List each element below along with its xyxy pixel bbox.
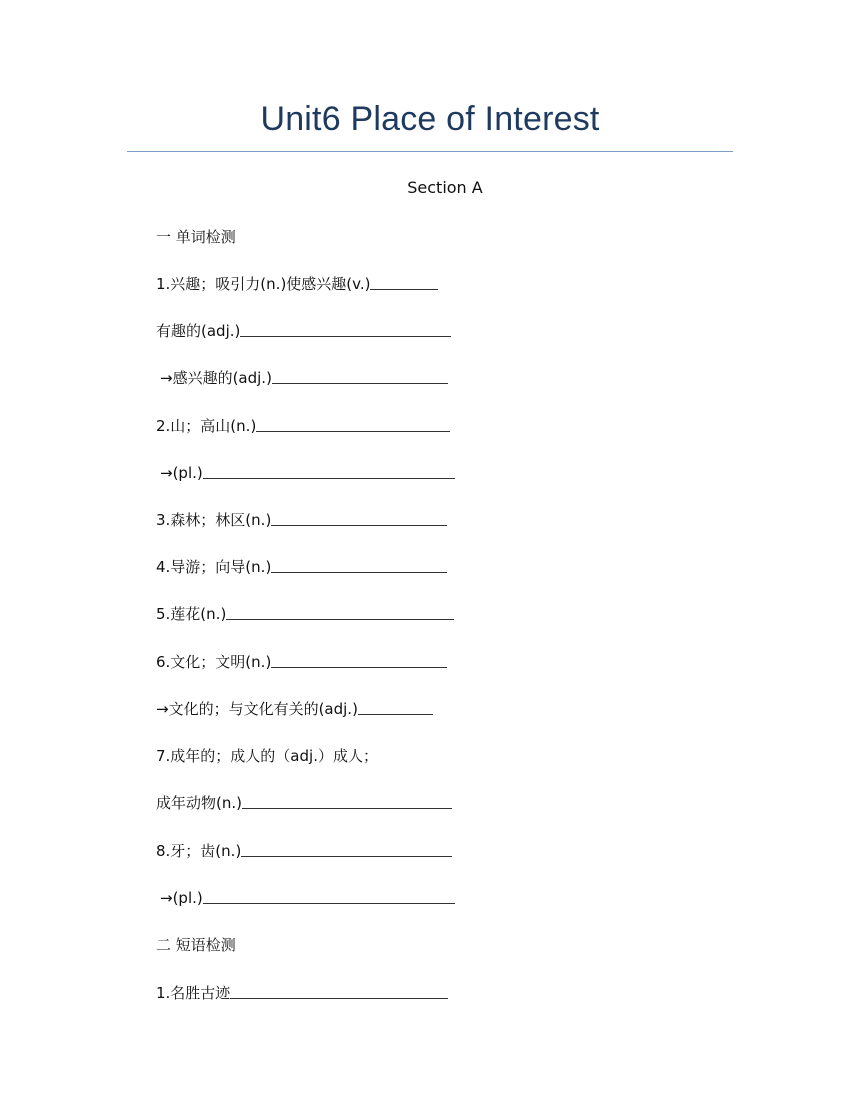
answer-blank[interactable] — [203, 903, 455, 904]
answer-blank[interactable] — [272, 383, 448, 384]
answer-blank[interactable] — [226, 619, 454, 620]
answer-blank[interactable] — [358, 714, 433, 715]
vocab-item-2: 2.山；高山(n.) — [156, 416, 450, 436]
vocab-item-6b: →文化的；与文化有关的(adj.) — [156, 699, 433, 719]
part2-heading: 二 短语检测 — [156, 936, 236, 954]
answer-blank[interactable] — [203, 478, 455, 479]
vocab-item-7: 7.成年的；成人的（adj.）成人； — [156, 747, 378, 765]
vocab-item-5: 5.莲花(n.) — [156, 604, 454, 624]
vocab-item-2b: →(pl.) — [160, 463, 455, 483]
section-heading: Section A — [407, 178, 483, 197]
vocab-item-8: 8.牙；齿(n.) — [156, 841, 452, 861]
vocab-item-7b: 成年动物(n.) — [156, 793, 452, 813]
vocab-item-4: 4.导游；向导(n.) — [156, 557, 447, 577]
document-title: Unit6 Place of Interest — [260, 100, 600, 138]
answer-blank[interactable] — [240, 336, 451, 337]
answer-blank[interactable] — [242, 808, 452, 809]
answer-blank[interactable] — [271, 667, 447, 668]
answer-blank[interactable] — [370, 289, 438, 290]
part1-heading: 一 单词检测 — [156, 228, 236, 246]
vocab-item-1c: →感兴趣的(adj.) — [160, 368, 448, 388]
vocab-item-8b: →(pl.) — [160, 888, 455, 908]
vocab-item-1: 1.兴趣；吸引力(n.)使感兴趣(v.) — [156, 274, 438, 294]
answer-blank[interactable] — [256, 431, 450, 432]
answer-blank[interactable] — [230, 998, 448, 999]
answer-blank[interactable] — [271, 525, 447, 526]
answer-blank[interactable] — [271, 572, 447, 573]
vocab-item-6: 6.文化；文明(n.) — [156, 652, 447, 672]
vocab-item-1b: 有趣的(adj.) — [156, 321, 451, 341]
phrase-item-1: 1.名胜古迹 — [156, 983, 448, 1003]
vocab-item-3: 3.森林；林区(n.) — [156, 510, 447, 530]
answer-blank[interactable] — [241, 856, 452, 857]
title-underline — [127, 151, 733, 152]
